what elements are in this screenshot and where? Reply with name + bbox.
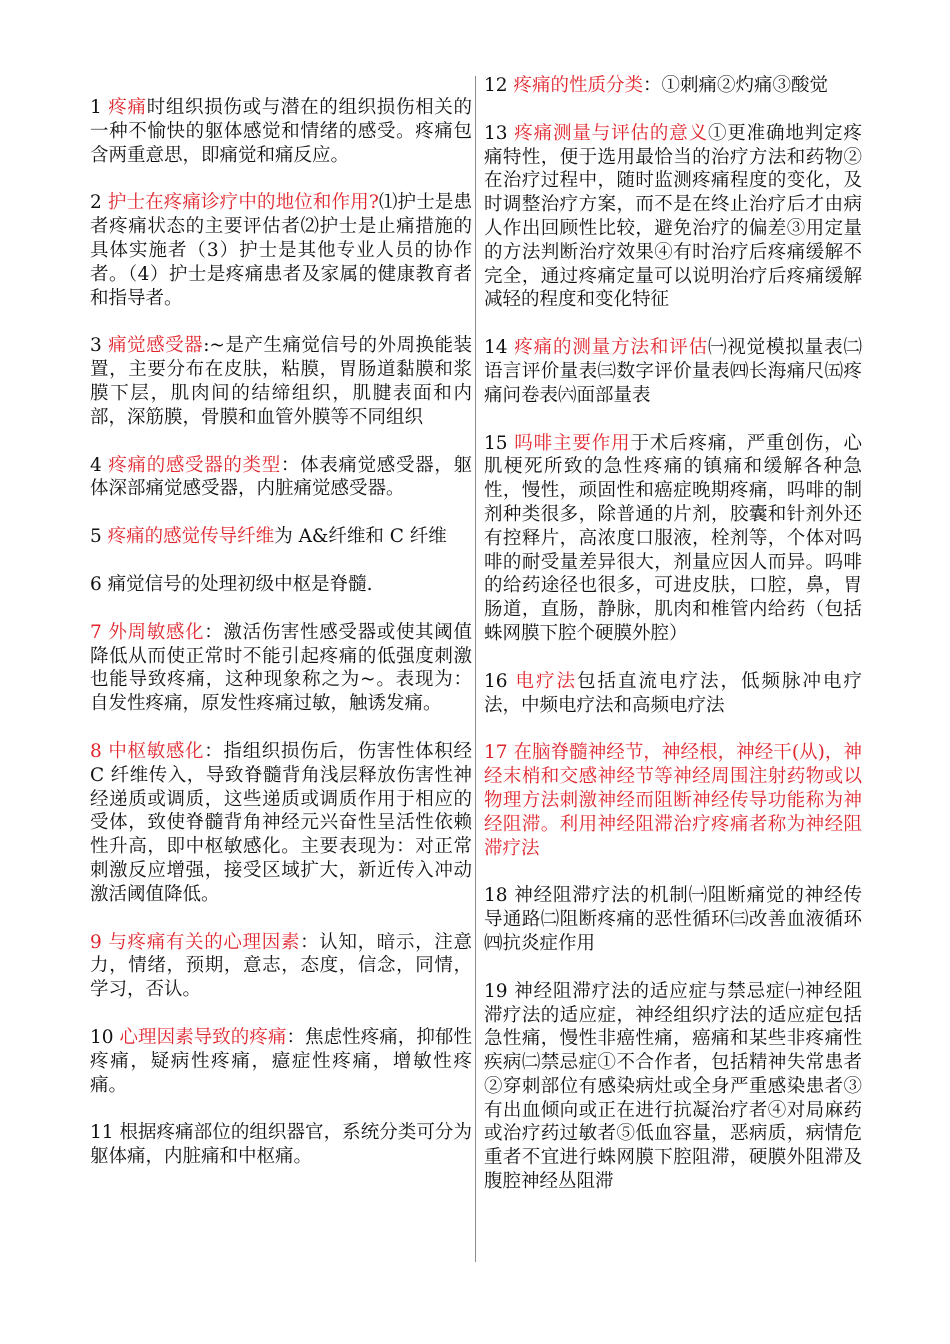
entry-text: 神经阻滞疗法的适应症与禁忌症㈠神经阻滞疗法的适应症，神经组织疗法的适应症包括急性痛，慢性非癌性痛，癌痛和某些非疼痛性疾病㈡禁忌症①不合作者，包括精神失常患者②穿刺部位有感染病灶或全身严重感染患者③有出血倾向或正在进行抗凝治疗者④对局麻药或治疗药过敏者⑤低血容量，恶病质，病情危重者不宜进行蛛网膜下腔阻滞，硬膜外阻滞及腹腔神经丛阻滞 xyxy=(484,980,862,1193)
entry-12 xyxy=(484,74,862,98)
entry-text: 包括直流电疗法，低频脉冲电疗法，中频电疗法和高频电疗法 xyxy=(484,670,862,716)
entry-number: 11 xyxy=(90,1122,114,1144)
entry-term: 护士在疼痛诊疗中的地位和作用? xyxy=(107,192,379,214)
entry-text: 时组织损伤或与潜在的组织损伤相关的一种不愉快的躯体感觉和情绪的感受。疼痛包含两重意思，即痛觉和痛反应。 xyxy=(90,97,472,166)
column-divider xyxy=(475,76,476,1262)
entry-14 xyxy=(484,336,862,407)
entry-number: 14 xyxy=(484,337,508,359)
entry-text: ：认知，暗示，注意力，情绪，预期，意志，态度，信念，同情，学习，否认。 xyxy=(90,931,472,1001)
entry-term: 疼痛的感受器的类型 xyxy=(108,454,281,476)
entry-10 xyxy=(90,1026,472,1097)
entry-18 xyxy=(484,884,862,955)
entry-text: 痛觉信号的处理初级中枢是脊髓. xyxy=(107,573,373,595)
entry-term: 疼痛 xyxy=(108,97,147,118)
entry-text: ㈠视觉模拟量表㈡语言评价量表㈢数字评价量表㈣长海痛尺㈤疼痛问卷表㈥面部量表 xyxy=(484,337,862,406)
entry-text: ：①刺痛②灼痛③酸觉 xyxy=(642,75,828,96)
entry-term: 疼痛测量与评估的意义 xyxy=(514,122,708,144)
entry-1 xyxy=(90,96,472,167)
entry-text: 为 A&纤维和 C 纤维 xyxy=(274,526,447,548)
entry-term: 电疗法 xyxy=(515,670,577,692)
entry-number: 4 xyxy=(90,454,102,476)
entry-number: 10 xyxy=(90,1026,114,1048)
entry-number: 3 xyxy=(90,335,102,357)
entry-number: 17 xyxy=(484,742,508,764)
entry-text: ①更准确地判定疼痛特性，便于选用最恰当的治疗方法和药物②在治疗过程中，随时监测疼痛程度的变化，及时调整治疗方案，而不是在终止治疗后才由病人作出回顾性比较，避免治疗的偏差③用定量的方法判断治疗效果④有时治疗后疼痛缓解不完全，通过疼痛定量可以说明治疗后疼痛缓解减轻的程度和变化特征 xyxy=(484,122,862,311)
entry-text: ：激活伤害性感受器或使其阈值降低从而使正常时不能引起疼痛的低强度刺激也能导致疼痛，这种现象称之为~。表现为：自发性疼痛，原发性疼痛过敏，触诱发痛。 xyxy=(90,621,472,715)
entry-3 xyxy=(90,334,472,429)
right-column xyxy=(484,74,862,1218)
entry-9 xyxy=(90,931,472,1002)
entry-number: 1 xyxy=(90,97,102,118)
entry-text: 在脑脊髓神经节，神经根，神经干(从)，神经末梢和交感神经节等神经周围注射药物或以物理方法刺激神经而阻断神经传导功能称为神经阻滞。利用神经阻滞治疗疼痛者称为神经阻滞疗法 xyxy=(484,742,862,859)
entry-5 xyxy=(90,525,472,549)
entry-16 xyxy=(484,670,862,718)
entry-number: 12 xyxy=(484,75,508,96)
left-column xyxy=(90,96,472,1193)
entry-2 xyxy=(90,191,472,310)
entry-term: 疼痛的测量方法和评估 xyxy=(514,337,708,359)
entry-text: ：焦虑性疼痛，抑郁性疼痛，疑病性疼痛，癔症性疼痛，增敏性疼痛。 xyxy=(90,1026,472,1096)
entry-term: 外周敏感化 xyxy=(108,621,205,643)
entry-term: 与疼痛有关的心理因素 xyxy=(108,931,301,953)
entry-number: 2 xyxy=(90,192,102,214)
entry-term: 心理因素导致的疼痛 xyxy=(119,1026,287,1048)
entry-number: 9 xyxy=(90,931,102,953)
entry-19 xyxy=(484,980,862,1194)
entry-number: 6 xyxy=(90,573,102,595)
entry-17 xyxy=(484,741,862,860)
entry-number: 18 xyxy=(484,885,508,907)
entry-6 xyxy=(90,573,472,597)
entry-text: ：体表痛觉感受器，躯体深部痛觉感受器，内脏痛觉感受器。 xyxy=(90,454,472,500)
entry-term: 痛觉感受器 xyxy=(108,335,204,357)
entry-number: 15 xyxy=(484,432,508,454)
entry-term: 吗啡主要作用 xyxy=(514,432,631,454)
entry-text: :~是产生痛觉信号的外周换能装置，主要分布在皮肤，粘膜，胃肠道黏膜和浆膜下层，肌肉间的结缔组织，肌腱表面和内部，深筋膜，骨膜和血管外膜等不同组织 xyxy=(90,335,472,428)
entry-8 xyxy=(90,740,472,907)
entry-text: 于术后疼痛，严重创伤，心肌梗死所致的急性疼痛的镇痛和缓解各种急性，慢性，顽固性和癌症晚期疼痛，吗啡的制剂种类很多，除普通的片剂，胶囊和针剂外还有控释片，高浓度口服液，栓剂等，个体对吗啡的耐受量差异很大，剂量应因人而异。吗啡的给药途径也很多，可进皮肤，口腔，鼻，胃肠道，直肠，静脉，肌肉和椎管内给药（包括蛛网膜下腔个硬膜外腔） xyxy=(484,432,862,644)
entry-13 xyxy=(484,122,862,312)
entry-text: ⑴护士是患者疼痛状态的主要评估者⑵护士是止痛措施的具体实施者（3）护士是其他专业人员的协作者。（4）护士是疼痛患者及家属的健康教育者和指导者。 xyxy=(90,192,472,309)
entry-text: 神经阻滞疗法的机制㈠阻断痛觉的神经传导通路㈡阻断疼痛的恶性循环㈢改善血液循环㈣抗炎症作用 xyxy=(484,885,862,954)
entry-number: 7 xyxy=(90,621,102,643)
entry-term: 中枢敏感化 xyxy=(108,740,205,762)
entry-4 xyxy=(90,454,472,502)
entry-15 xyxy=(484,432,862,646)
entry-number: 16 xyxy=(484,670,508,692)
entry-term: 疼痛的性质分类 xyxy=(513,75,643,96)
entry-text: 根据疼痛部位的组织器官，系统分类可分为躯体痛，内脏痛和中枢痛。 xyxy=(90,1122,472,1168)
entry-7 xyxy=(90,621,472,716)
entry-number: 13 xyxy=(484,122,508,144)
entry-number: 5 xyxy=(90,526,102,548)
entry-11 xyxy=(90,1121,472,1169)
entry-term: 疼痛的感觉传导纤维 xyxy=(107,526,275,548)
entry-number: 8 xyxy=(90,740,102,762)
entry-text: ：指组织损伤后，伤害性体积经 C 纤维传入，导致脊髓背角浅层释放伤害性神经递质或调质，这些递质或调质作用于相应的受体，致使脊髓背角神经元兴奋性呈活性依赖性升高，即中枢敏感化。主要表现为：对正常刺激反应增强，接受区域扩大，新近传入冲动激活阈值降低。 xyxy=(90,740,472,905)
entry-number: 19 xyxy=(484,980,508,1002)
